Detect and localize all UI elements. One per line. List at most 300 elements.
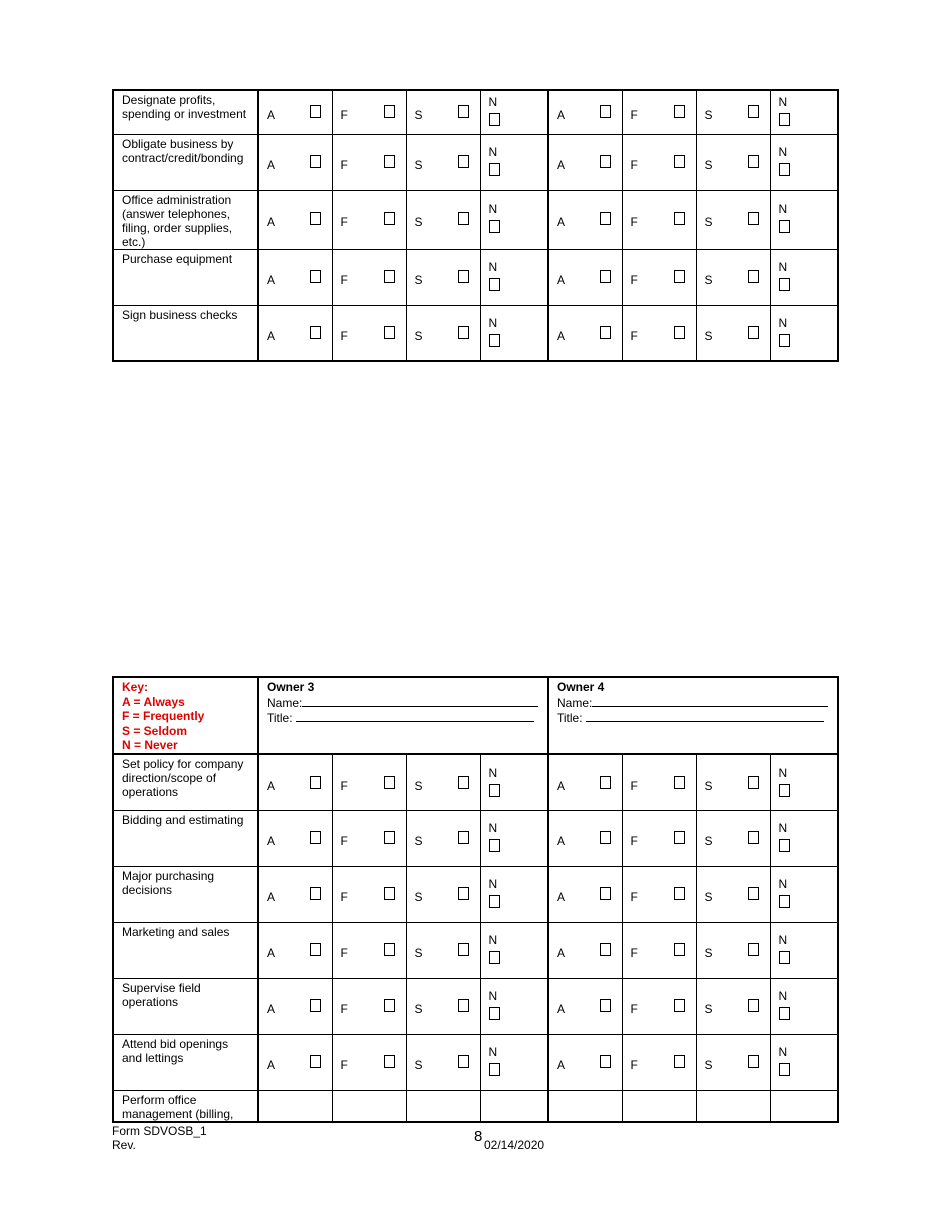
frequently-option-label: F xyxy=(340,1002,348,1016)
owner-b-always-cell xyxy=(548,305,622,361)
never-option-label: N xyxy=(778,259,788,274)
never-option-label: N xyxy=(778,765,788,780)
frequently-checkbox[interactable] xyxy=(674,1055,685,1068)
owner-a-never-cell xyxy=(480,90,548,134)
never-option-label: N xyxy=(778,1045,788,1059)
never-option-label: N xyxy=(778,877,788,891)
owner-a-frequently-cell xyxy=(332,1035,406,1091)
revision-date: 02/14/2020 xyxy=(484,1138,545,1152)
activity-label: Attend bid openings and lettings xyxy=(122,1037,229,1065)
activity-label: Purchase equipment xyxy=(122,251,233,266)
owner-a-seldom-cell xyxy=(406,249,480,305)
seldom-checkbox[interactable] xyxy=(458,105,469,118)
always-option-label: A xyxy=(557,214,566,229)
seldom-option-label: S xyxy=(414,108,423,122)
seldom-option-label: S xyxy=(704,328,713,343)
seldom-checkbox[interactable] xyxy=(748,212,759,225)
owner-b-frequently-cell xyxy=(622,305,696,361)
frequently-checkbox[interactable] xyxy=(674,999,685,1012)
owner-a-always-cell xyxy=(258,867,332,923)
activity-label: Designate profits, spending or investment xyxy=(122,93,247,121)
owner-3-name-field[interactable] xyxy=(302,695,538,707)
never-checkbox[interactable] xyxy=(779,839,790,852)
top-activity-table xyxy=(112,89,839,362)
seldom-option-label: S xyxy=(704,214,713,229)
owner-a-never-cell xyxy=(480,923,548,979)
owner-4-title-label: Title: xyxy=(557,711,583,725)
seldom-option-label: S xyxy=(414,946,423,960)
owner-a-frequently-cell xyxy=(332,754,406,811)
owner-a-always-cell xyxy=(258,1035,332,1091)
activity-label: Sign business checks xyxy=(122,307,238,322)
owner-b-always-cell xyxy=(548,1091,622,1123)
always-checkbox[interactable] xyxy=(600,326,611,339)
seldom-option-label: S xyxy=(414,328,423,343)
seldom-checkbox[interactable] xyxy=(458,155,469,168)
frequently-checkbox[interactable] xyxy=(384,105,395,118)
activity-row xyxy=(113,190,838,249)
never-checkbox[interactable] xyxy=(489,163,500,176)
owner-a-always-cell xyxy=(258,923,332,979)
never-checkbox[interactable] xyxy=(489,1007,500,1020)
always-checkbox[interactable] xyxy=(600,212,611,225)
never-option-label: N xyxy=(778,201,788,216)
frequently-checkbox[interactable] xyxy=(674,831,685,844)
owner-b-never-cell xyxy=(770,867,838,923)
frequently-option-label: F xyxy=(630,1002,638,1016)
activity-label: Bidding and estimating xyxy=(122,813,244,827)
owner-b-always-cell xyxy=(548,754,622,811)
frequently-option-label: F xyxy=(340,108,348,122)
frequently-option-label: F xyxy=(340,778,348,793)
always-option-label: A xyxy=(267,157,276,172)
never-checkbox[interactable] xyxy=(779,220,790,233)
frequently-option-label: F xyxy=(630,328,638,343)
key-title: Key: xyxy=(122,680,149,694)
form-id xyxy=(112,1124,207,1152)
activity-label: Perform office management (billing, xyxy=(122,1093,234,1121)
frequently-option-label: F xyxy=(340,834,348,848)
always-option-label: A xyxy=(267,1058,276,1072)
seldom-checkbox[interactable] xyxy=(458,776,469,789)
never-checkbox[interactable] xyxy=(779,334,790,347)
frequently-checkbox[interactable] xyxy=(384,155,395,168)
frequently-option-label: F xyxy=(630,108,638,122)
always-checkbox[interactable] xyxy=(600,270,611,283)
seldom-option-label: S xyxy=(704,157,713,172)
owner-a-never-cell xyxy=(480,811,548,867)
owner-b-frequently-cell xyxy=(622,1091,696,1123)
always-checkbox[interactable] xyxy=(600,999,611,1012)
frequently-checkbox[interactable] xyxy=(674,326,685,339)
owner-b-seldom-cell xyxy=(696,867,770,923)
frequently-option-label: F xyxy=(340,214,348,229)
always-option-label: A xyxy=(267,834,276,848)
owner-b-always-cell xyxy=(548,90,622,134)
never-checkbox[interactable] xyxy=(779,1063,790,1076)
frequently-checkbox[interactable] xyxy=(384,887,395,900)
never-checkbox[interactable] xyxy=(779,1007,790,1020)
owner-a-frequently-cell xyxy=(332,305,406,361)
owner-a-always-cell xyxy=(258,134,332,190)
owner-b-never-cell xyxy=(770,1035,838,1091)
frequently-option-label: F xyxy=(630,778,638,793)
owner-b-never-cell xyxy=(770,90,838,134)
never-checkbox[interactable] xyxy=(489,334,500,347)
seldom-checkbox[interactable] xyxy=(458,999,469,1012)
owner-a-never-cell xyxy=(480,867,548,923)
frequently-checkbox[interactable] xyxy=(384,212,395,225)
always-checkbox[interactable] xyxy=(600,1055,611,1068)
never-checkbox[interactable] xyxy=(489,113,500,126)
owner-a-seldom-cell xyxy=(406,811,480,867)
owner-a-always-cell xyxy=(258,90,332,134)
owner-b-frequently-cell xyxy=(622,754,696,811)
seldom-checkbox[interactable] xyxy=(748,155,759,168)
owner-a-never-cell xyxy=(480,1035,548,1091)
frequently-option-label: F xyxy=(340,890,348,904)
always-checkbox[interactable] xyxy=(600,776,611,789)
never-checkbox[interactable] xyxy=(779,951,790,964)
frequently-option-label: F xyxy=(340,328,348,343)
seldom-checkbox[interactable] xyxy=(458,887,469,900)
always-checkbox[interactable] xyxy=(310,831,321,844)
always-checkbox[interactable] xyxy=(600,155,611,168)
owner-a-always-cell xyxy=(258,811,332,867)
owner-b-frequently-cell xyxy=(622,979,696,1035)
owner-b-always-cell xyxy=(548,190,622,249)
never-option-label: N xyxy=(778,821,788,835)
frequently-option-label: F xyxy=(340,1058,348,1072)
owner-b-frequently-cell xyxy=(622,867,696,923)
owner-b-always-cell xyxy=(548,811,622,867)
owner-a-frequently-cell xyxy=(332,90,406,134)
owner-a-seldom-cell xyxy=(406,923,480,979)
seldom-checkbox[interactable] xyxy=(458,212,469,225)
never-option-label: N xyxy=(488,821,498,835)
bottom-activity-table xyxy=(112,676,839,1123)
owner-b-seldom-cell xyxy=(696,249,770,305)
owner-b-seldom-cell xyxy=(696,811,770,867)
owner-3-header xyxy=(258,677,548,754)
owner-a-never-cell xyxy=(480,1091,548,1123)
activity-row xyxy=(113,1035,838,1091)
owner-a-seldom-cell xyxy=(406,867,480,923)
owner-b-seldom-cell xyxy=(696,1091,770,1123)
always-option-label: A xyxy=(267,328,276,343)
frequently-checkbox[interactable] xyxy=(674,776,685,789)
frequently-checkbox[interactable] xyxy=(674,155,685,168)
owner-a-frequently-cell xyxy=(332,811,406,867)
activity-label: Marketing and sales xyxy=(122,925,230,939)
never-option-label: N xyxy=(488,989,498,1003)
always-checkbox[interactable] xyxy=(310,212,321,225)
never-checkbox[interactable] xyxy=(489,784,500,797)
never-option-label: N xyxy=(778,144,788,159)
owner-a-seldom-cell xyxy=(406,90,480,134)
never-checkbox[interactable] xyxy=(779,278,790,291)
seldom-checkbox[interactable] xyxy=(748,999,759,1012)
activity-row xyxy=(113,811,838,867)
seldom-checkbox[interactable] xyxy=(458,326,469,339)
owner-4-name-label: Name: xyxy=(557,695,593,710)
always-checkbox[interactable] xyxy=(600,831,611,844)
seldom-option-label: S xyxy=(704,890,713,904)
owner-b-frequently-cell xyxy=(622,90,696,134)
never-checkbox[interactable] xyxy=(779,163,790,176)
activity-row xyxy=(113,867,838,923)
seldom-checkbox[interactable] xyxy=(458,1055,469,1068)
key-always: A = Always xyxy=(122,694,185,709)
never-checkbox[interactable] xyxy=(779,784,790,797)
owner-b-seldom-cell xyxy=(696,305,770,361)
seldom-checkbox[interactable] xyxy=(748,270,759,283)
owner-a-never-cell xyxy=(480,979,548,1035)
always-option-label: A xyxy=(267,890,276,904)
frequently-option-label: F xyxy=(630,157,638,172)
always-option-label: A xyxy=(267,214,276,229)
always-option-label: A xyxy=(557,108,566,122)
frequently-checkbox[interactable] xyxy=(384,1055,395,1068)
key-never: N = Never xyxy=(122,738,178,752)
owner-a-seldom-cell xyxy=(406,305,480,361)
always-option-label: A xyxy=(557,157,566,172)
always-option-label: A xyxy=(557,272,566,287)
never-option-label: N xyxy=(488,95,498,109)
seldom-option-label: S xyxy=(414,157,423,172)
owner-3-name-label: Name: xyxy=(267,695,303,710)
never-option-label: N xyxy=(778,989,788,1003)
never-option-label: N xyxy=(488,259,498,274)
owner-b-never-cell xyxy=(770,305,838,361)
owner-a-always-cell xyxy=(258,305,332,361)
seldom-option-label: S xyxy=(414,1002,423,1016)
always-option-label: A xyxy=(557,890,566,904)
owner-b-seldom-cell xyxy=(696,754,770,811)
frequently-option-label: F xyxy=(630,214,638,229)
owner-b-frequently-cell xyxy=(622,134,696,190)
always-checkbox[interactable] xyxy=(310,887,321,900)
activity-row xyxy=(113,90,838,134)
always-checkbox[interactable] xyxy=(310,1055,321,1068)
owner-b-always-cell xyxy=(548,923,622,979)
seldom-checkbox[interactable] xyxy=(748,776,759,789)
seldom-option-label: S xyxy=(414,834,423,848)
frequently-checkbox[interactable] xyxy=(384,831,395,844)
activity-row xyxy=(113,754,838,811)
always-option-label: A xyxy=(557,946,566,960)
key-seldom: S = Seldom xyxy=(122,723,188,738)
owner-b-never-cell xyxy=(770,134,838,190)
seldom-checkbox[interactable] xyxy=(748,887,759,900)
seldom-option-label: S xyxy=(414,890,423,904)
form-rev: Rev. xyxy=(112,1138,136,1152)
frequently-checkbox[interactable] xyxy=(384,776,395,789)
owner-a-seldom-cell xyxy=(406,190,480,249)
activity-label: Supervise field operations xyxy=(122,981,201,1009)
owner-b-always-cell xyxy=(548,1035,622,1091)
frequently-checkbox[interactable] xyxy=(384,943,395,956)
owner-4-title-field[interactable] xyxy=(586,710,824,722)
frequently-option-label: F xyxy=(630,890,638,904)
seldom-checkbox[interactable] xyxy=(748,105,759,118)
never-checkbox[interactable] xyxy=(489,1063,500,1076)
never-checkbox[interactable] xyxy=(489,839,500,852)
owner-b-frequently-cell xyxy=(622,811,696,867)
owner-a-never-cell xyxy=(480,754,548,811)
always-option-label: A xyxy=(267,108,276,122)
seldom-checkbox[interactable] xyxy=(458,831,469,844)
always-option-label: A xyxy=(267,1002,276,1016)
owner-a-always-cell xyxy=(258,249,332,305)
owner-b-seldom-cell xyxy=(696,979,770,1035)
always-checkbox[interactable] xyxy=(310,776,321,789)
frequently-checkbox[interactable] xyxy=(674,887,685,900)
owner-3-title-label: Title: xyxy=(267,711,293,725)
owner-b-never-cell xyxy=(770,979,838,1035)
owner-b-never-cell xyxy=(770,249,838,305)
always-option-label: A xyxy=(557,834,566,848)
always-checkbox[interactable] xyxy=(600,943,611,956)
owner-a-always-cell xyxy=(258,1091,332,1123)
never-checkbox[interactable] xyxy=(489,278,500,291)
never-option-label: N xyxy=(488,877,498,891)
always-option-label: A xyxy=(557,1002,566,1016)
frequently-option-label: F xyxy=(630,272,638,287)
seldom-option-label: S xyxy=(414,214,423,229)
frequently-option-label: F xyxy=(340,272,348,287)
owner-a-never-cell xyxy=(480,305,548,361)
seldom-option-label: S xyxy=(704,272,713,287)
always-checkbox[interactable] xyxy=(600,105,611,118)
frequently-checkbox[interactable] xyxy=(384,270,395,283)
frequently-checkbox[interactable] xyxy=(674,212,685,225)
activity-row xyxy=(113,134,838,190)
owner-a-seldom-cell xyxy=(406,754,480,811)
frequently-checkbox[interactable] xyxy=(674,105,685,118)
owner-b-frequently-cell xyxy=(622,1035,696,1091)
always-checkbox[interactable] xyxy=(310,999,321,1012)
frequently-checkbox[interactable] xyxy=(384,326,395,339)
owner-3-title-field[interactable] xyxy=(296,710,534,722)
never-option-label: N xyxy=(778,933,788,947)
owner-4-header xyxy=(548,677,838,754)
owner-b-seldom-cell xyxy=(696,1035,770,1091)
never-checkbox[interactable] xyxy=(489,895,500,908)
always-option-label: A xyxy=(557,778,566,793)
seldom-checkbox[interactable] xyxy=(748,326,759,339)
activity-label: Major purchasing decisions xyxy=(122,869,215,897)
never-option-label: N xyxy=(488,765,498,780)
activity-row xyxy=(113,249,838,305)
owner-a-never-cell xyxy=(480,190,548,249)
always-checkbox[interactable] xyxy=(600,887,611,900)
seldom-option-label: S xyxy=(704,834,713,848)
owner-b-frequently-cell xyxy=(622,249,696,305)
always-checkbox[interactable] xyxy=(310,270,321,283)
owner-a-frequently-cell xyxy=(332,190,406,249)
seldom-option-label: S xyxy=(414,272,423,287)
always-option-label: A xyxy=(267,272,276,287)
seldom-checkbox[interactable] xyxy=(748,943,759,956)
owner-a-frequently-cell xyxy=(332,134,406,190)
frequently-option-label: F xyxy=(630,946,638,960)
key-legend xyxy=(113,677,258,754)
frequently-checkbox[interactable] xyxy=(674,270,685,283)
seldom-checkbox[interactable] xyxy=(748,831,759,844)
never-checkbox[interactable] xyxy=(489,220,500,233)
always-option-label: A xyxy=(267,946,276,960)
always-option-label: A xyxy=(267,778,276,793)
owner-b-always-cell xyxy=(548,979,622,1035)
owner-b-seldom-cell xyxy=(696,90,770,134)
owner-a-always-cell xyxy=(258,754,332,811)
never-checkbox[interactable] xyxy=(779,113,790,126)
never-option-label: N xyxy=(488,1045,498,1059)
never-option-label: N xyxy=(488,144,498,159)
seldom-option-label: S xyxy=(704,1058,713,1072)
owner-b-seldom-cell xyxy=(696,190,770,249)
seldom-checkbox[interactable] xyxy=(458,943,469,956)
seldom-option-label: S xyxy=(704,108,713,122)
seldom-option-label: S xyxy=(704,946,713,960)
owner-b-always-cell xyxy=(548,134,622,190)
owner-b-never-cell xyxy=(770,190,838,249)
owner-b-always-cell xyxy=(548,867,622,923)
seldom-checkbox[interactable] xyxy=(748,1055,759,1068)
always-checkbox[interactable] xyxy=(310,943,321,956)
always-checkbox[interactable] xyxy=(310,155,321,168)
seldom-option-label: S xyxy=(704,778,713,793)
seldom-option-label: S xyxy=(414,1058,423,1072)
owner-a-frequently-cell xyxy=(332,979,406,1035)
always-option-label: A xyxy=(557,1058,566,1072)
activity-row xyxy=(113,923,838,979)
never-checkbox[interactable] xyxy=(489,951,500,964)
owner-a-seldom-cell xyxy=(406,1091,480,1123)
activity-row xyxy=(113,305,838,361)
owner-b-never-cell xyxy=(770,754,838,811)
seldom-checkbox[interactable] xyxy=(458,270,469,283)
owner-3-title: Owner 3 xyxy=(267,680,315,694)
owner-b-never-cell xyxy=(770,1091,838,1123)
owner-a-always-cell xyxy=(258,190,332,249)
always-checkbox[interactable] xyxy=(310,326,321,339)
activity-row xyxy=(113,979,838,1035)
owner-b-frequently-cell xyxy=(622,190,696,249)
seldom-option-label: S xyxy=(704,1002,713,1016)
form-name: Form SDVOSB_1 xyxy=(112,1124,207,1138)
frequently-option-label: F xyxy=(630,1058,638,1072)
always-checkbox[interactable] xyxy=(310,105,321,118)
never-checkbox[interactable] xyxy=(779,895,790,908)
owner-a-never-cell xyxy=(480,134,548,190)
frequently-checkbox[interactable] xyxy=(384,999,395,1012)
owner-a-frequently-cell xyxy=(332,867,406,923)
never-option-label: N xyxy=(488,315,498,330)
owner-b-frequently-cell xyxy=(622,923,696,979)
owner-a-always-cell xyxy=(258,979,332,1035)
frequently-option-label: F xyxy=(630,834,638,848)
frequently-checkbox[interactable] xyxy=(674,943,685,956)
key-frequently: F = Frequently xyxy=(122,709,205,723)
owner-a-frequently-cell xyxy=(332,249,406,305)
owner-a-never-cell xyxy=(480,249,548,305)
page-number: 8 xyxy=(474,1128,483,1145)
never-option-label: N xyxy=(778,315,788,330)
owner-4-name-field[interactable] xyxy=(592,695,828,707)
owner-a-seldom-cell xyxy=(406,1035,480,1091)
